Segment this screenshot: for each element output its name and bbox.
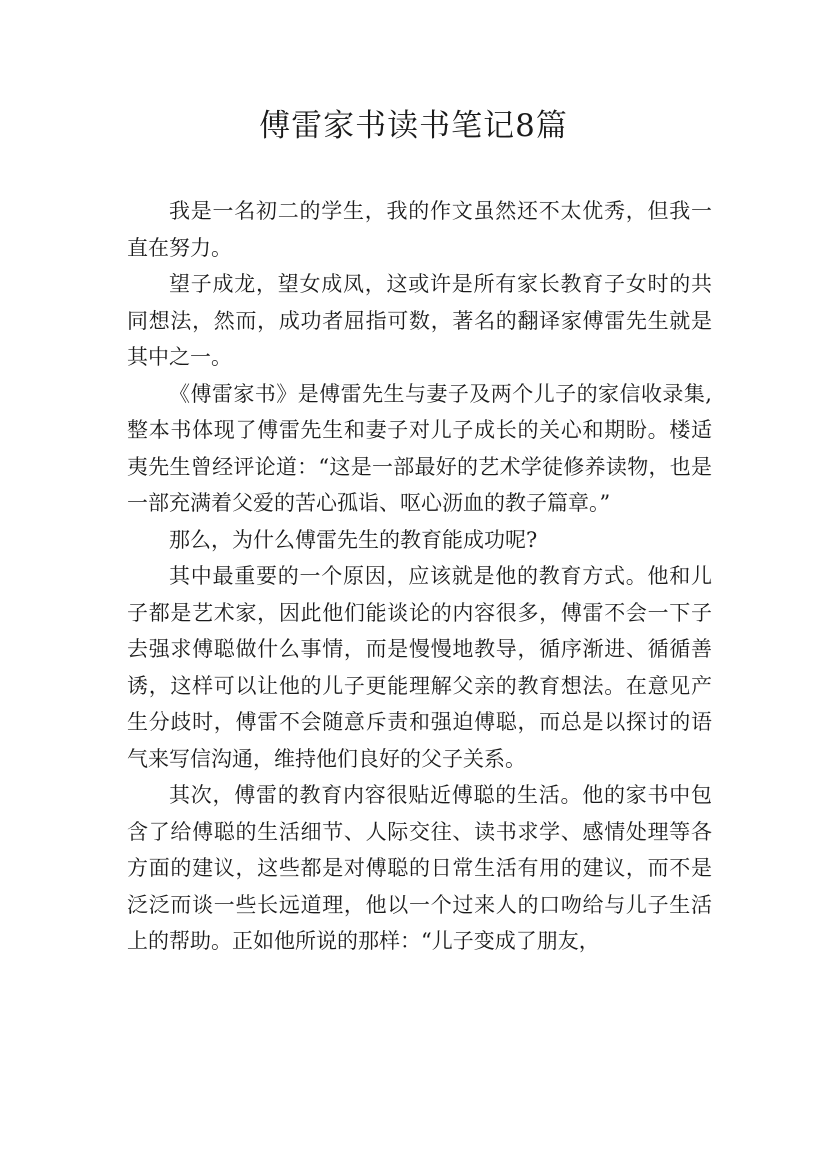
paragraph: 望子成龙，望女成凤，这或许是所有家长教育子女时的共同想法，然而，成功者屈指可数，著名的翻译家傅雷先生就是其中之一。 [127, 272, 712, 369]
paragraph: 其次，傅雷的教育内容很贴近傅聪的生活。他的家书中包含了给傅聪的生活细节、人际交往、读书求学、感情处理等各方面的建议，这些都是对傅聪的日常生活有用的建议，而不是泛泛而谈一些长远道理，他以一个过来人的口吻给与儿子生活上的帮助。正如他所说的那样：“儿子变成了朋友， [127, 783, 712, 953]
document-body [127, 193, 712, 960]
document-title: 傅雷家书读书笔记8篇 [259, 108, 568, 144]
paragraph: 那么，为什么傅雷先生的教育能成功呢? [169, 527, 538, 552]
paragraph: 《傅雷家书》是傅雷先生与妻子及两个儿子的家信收录集,整本书体现了傅雷先生和妻子对儿子成长的关心和期盼。楼适夷先生曾经评论道：“这是一部最好的艺术学徒修养读物，也是一部充满着父爱的苦心孤诣、呕心沥血的教子篇章。” [127, 381, 712, 515]
paragraph: 我是一名初二的学生，我的作文虽然还不太优秀，但我一直在努力。 [127, 199, 712, 260]
paragraph: 其中最重要的一个原因，应该就是他的教育方式。他和儿子都是艺术家，因此他们能谈论的内容很多，傅雷不会一下子去强求傅聪做什么事情，而是慢慢地教导，循序渐进、循循善诱，这样可以让他的儿子更能理解父亲的教育想法。在意见产生分歧时，傅雷不会随意斥责和强迫傅聪，而总是以探讨的语气来写信沟通，维持他们良好的父子关系。 [127, 564, 712, 771]
